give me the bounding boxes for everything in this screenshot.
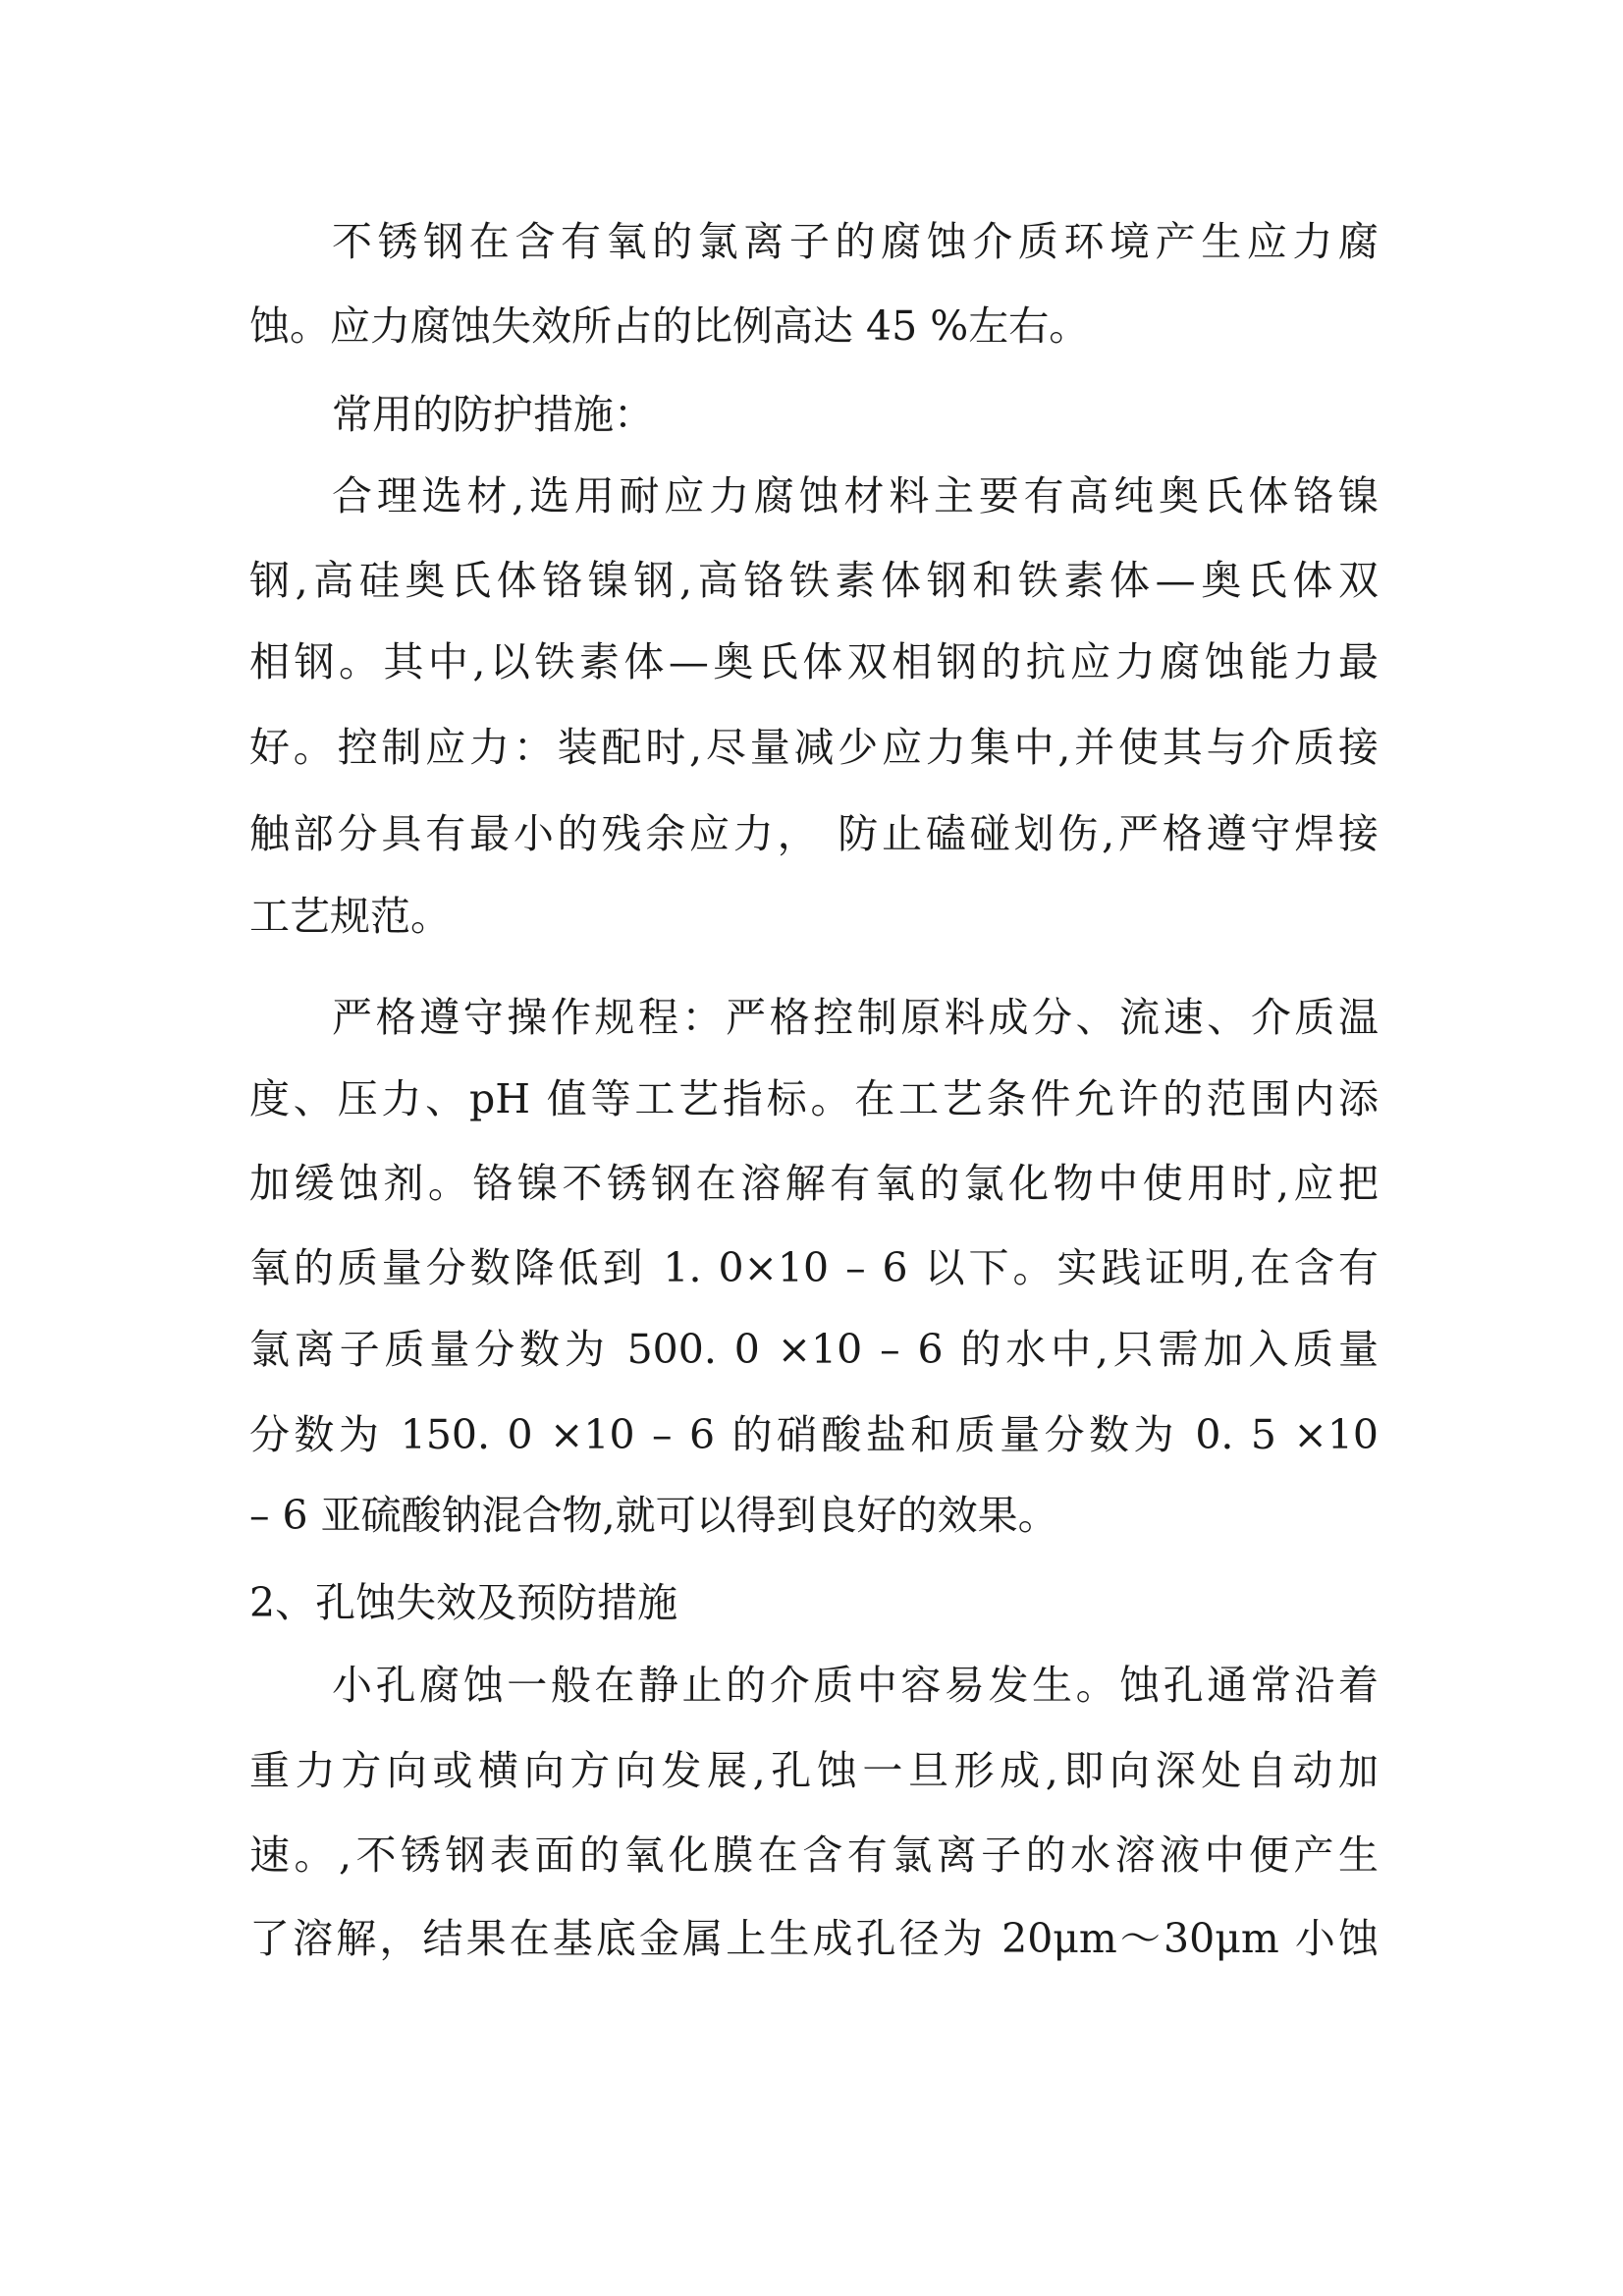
paragraph-line: 严格遵守操作规程：严格控制原料成分、流速、介质温 (332, 994, 1379, 1041)
paragraph-line: – 6 亚硫酸钠混合物,就可以得到良好的效果。 (249, 1492, 1058, 1539)
paragraph-line: 蚀。应力腐蚀失效所占的比例高达 45 %左右。 (249, 302, 1090, 350)
paragraph-line: 合理选材,选用耐应力腐蚀材料主要有高纯奥氏体铬镍 (332, 472, 1379, 519)
paragraph-line: 了溶解，结果在基底金属上生成孔径为 20μm～30μm 小蚀 (249, 1915, 1379, 1962)
paragraph-line: 好。控制应力：装配时,尽量减少应力集中,并使其与介质接 (249, 724, 1379, 771)
paragraph-line: 氧的质量分数降低到 1. 0×10 – 6 以下。实践证明,在含有 (249, 1244, 1379, 1291)
paragraph-line: 速。,不锈钢表面的氧化膜在含有氯离子的水溶液中便产生 (249, 1831, 1379, 1879)
paragraph-line: 度、压力、pH 值等工艺指标。在工艺条件允许的范围内添 (249, 1075, 1379, 1122)
paragraph-line: 常用的防护措施： (332, 391, 654, 438)
paragraph-line: 触部分具有最小的残余应力， 防止磕碰划伤,严格遵守焊接 (249, 810, 1379, 857)
paragraph-line: 钢,高硅奥氏体铬镍钢,高铬铁素体钢和铁素体—奥氏体双 (249, 557, 1379, 604)
paragraph-line: 相钢。其中,以铁素体—奥氏体双相钢的抗应力腐蚀能力最 (249, 638, 1379, 685)
paragraph-line: 加缓蚀剂。铬镍不锈钢在溶解有氧的氯化物中使用时,应把 (249, 1160, 1379, 1207)
paragraph-line: 工艺规范。 (249, 893, 451, 940)
section-heading: 2、孔蚀失效及预防措施 (249, 1579, 678, 1626)
paragraph-line: 氯离子质量分数为 500. 0 ×10 – 6 的水中,只需加入质量 (249, 1326, 1379, 1373)
paragraph-line: 不锈钢在含有氧的氯离子的腐蚀介质环境产生应力腐 (332, 218, 1379, 265)
paragraph-line: 小孔腐蚀一般在静止的介质中容易发生。蚀孔通常沿着 (332, 1662, 1379, 1709)
paragraph-line: 分数为 150. 0 ×10 – 6 的硝酸盐和质量分数为 0. 5 ×10 (249, 1411, 1379, 1458)
paragraph-line: 重力方向或横向方向发展,孔蚀一旦形成,即向深处自动加 (249, 1747, 1379, 1794)
